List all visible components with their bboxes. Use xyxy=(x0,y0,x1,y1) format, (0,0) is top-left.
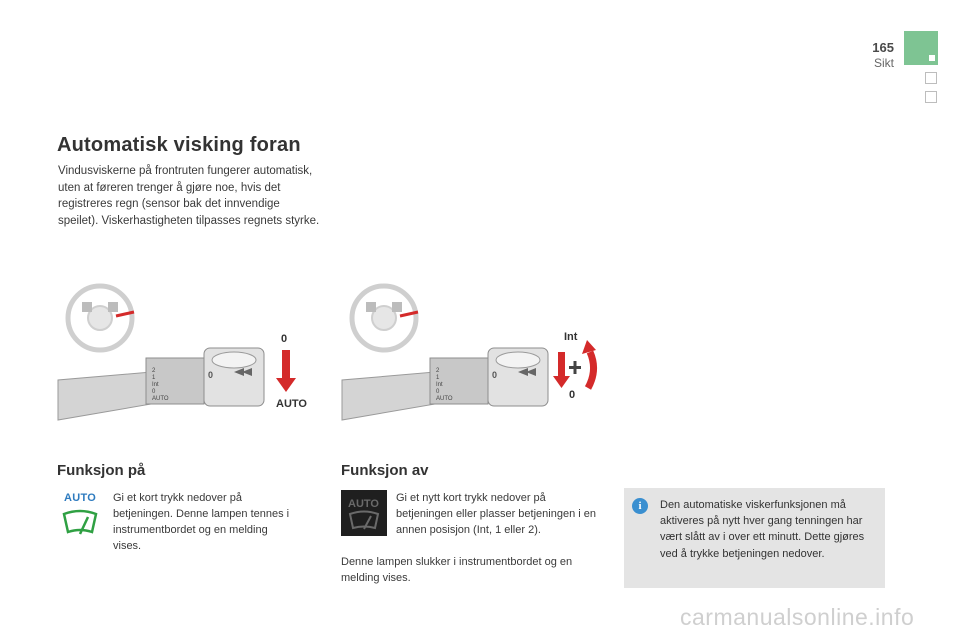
page-title: Automatisk visking foran xyxy=(57,134,301,156)
stalk-label: Int xyxy=(152,382,159,388)
wiper-warning-icon xyxy=(60,508,100,543)
watermark: carmanualsonline.info xyxy=(680,604,915,630)
chapter-tab[interactable] xyxy=(925,91,937,103)
stalk-label: 1 xyxy=(436,375,440,381)
tab-marker-icon xyxy=(929,55,935,61)
function-on-text: Gi et kort trykk nedover på betjeningen. Denne lampen tennes i instrumentbordet og en melding vises. xyxy=(113,492,290,552)
wiper-stalk-icon xyxy=(58,348,264,420)
down-arrow-icon xyxy=(553,352,570,388)
position-label-top: Int xyxy=(564,331,578,343)
svg-text:0: 0 xyxy=(208,370,214,380)
stalk-label: 0 xyxy=(436,389,440,395)
info-icon: i xyxy=(632,498,648,514)
position-label-bottom: 0 xyxy=(569,389,576,401)
heading-function-on: Funksjon på xyxy=(57,462,146,479)
stalk-label: Int xyxy=(436,382,443,388)
section-name: Sikt xyxy=(873,56,894,70)
position-label-bottom: AUTO xyxy=(276,398,307,410)
stalk-label: AUTO xyxy=(436,396,453,402)
page-number: 165 xyxy=(872,40,894,55)
curved-up-arrow-icon xyxy=(582,340,596,388)
chapter-tab-active[interactable] xyxy=(904,31,938,65)
stalk-label: 2 xyxy=(152,368,156,374)
position-label-top: 0 xyxy=(281,333,288,345)
auto-wiper-off-icon xyxy=(341,490,387,536)
stalk-label: AUTO xyxy=(152,396,169,402)
intro-text: Vindusviskerne på frontruten fungerer automatisk, uten at føreren trenger å gjøre noe, hvis det registreres regn (sensor bak det innvendige speilet). Viskerhastigheten tilpasses regnets styrke. xyxy=(58,165,320,227)
function-off-text-a: Gi et nytt kort trykk nedover på betjeningen eller plasser betjeningen i en annen posisjon (Int, 1 eller 2). xyxy=(396,492,596,536)
stalk-label: 1 xyxy=(152,375,156,381)
wiper-stalk-icon xyxy=(342,348,548,420)
info-box xyxy=(624,488,885,588)
steering-wheel-icon xyxy=(68,286,132,350)
plus-icon xyxy=(569,361,581,374)
down-arrow-icon xyxy=(276,350,296,392)
auto-badge: AUTO xyxy=(64,492,97,504)
steering-wheel-icon xyxy=(352,286,416,350)
stalk-label: 0 xyxy=(152,389,156,395)
auto-off-label: AUTO xyxy=(348,498,379,510)
heading-function-off: Funksjon av xyxy=(341,462,429,479)
chapter-tab[interactable] xyxy=(925,72,937,84)
illustration-stalk-auto-off xyxy=(340,280,610,430)
function-off-text-b: Denne lampen slukker i instrumentbordet og en melding vises. xyxy=(341,556,573,584)
illustration-stalk-auto-on xyxy=(56,280,316,430)
stalk-label: 2 xyxy=(436,368,440,374)
info-text: Den automatiske viskerfunksjonen må aktiveres på nytt hver gang tenningen har vært slått av i over ett minutt. Dette gjøres ved å trykke betjeningen nedover. xyxy=(660,499,865,560)
svg-text:0: 0 xyxy=(492,370,498,380)
